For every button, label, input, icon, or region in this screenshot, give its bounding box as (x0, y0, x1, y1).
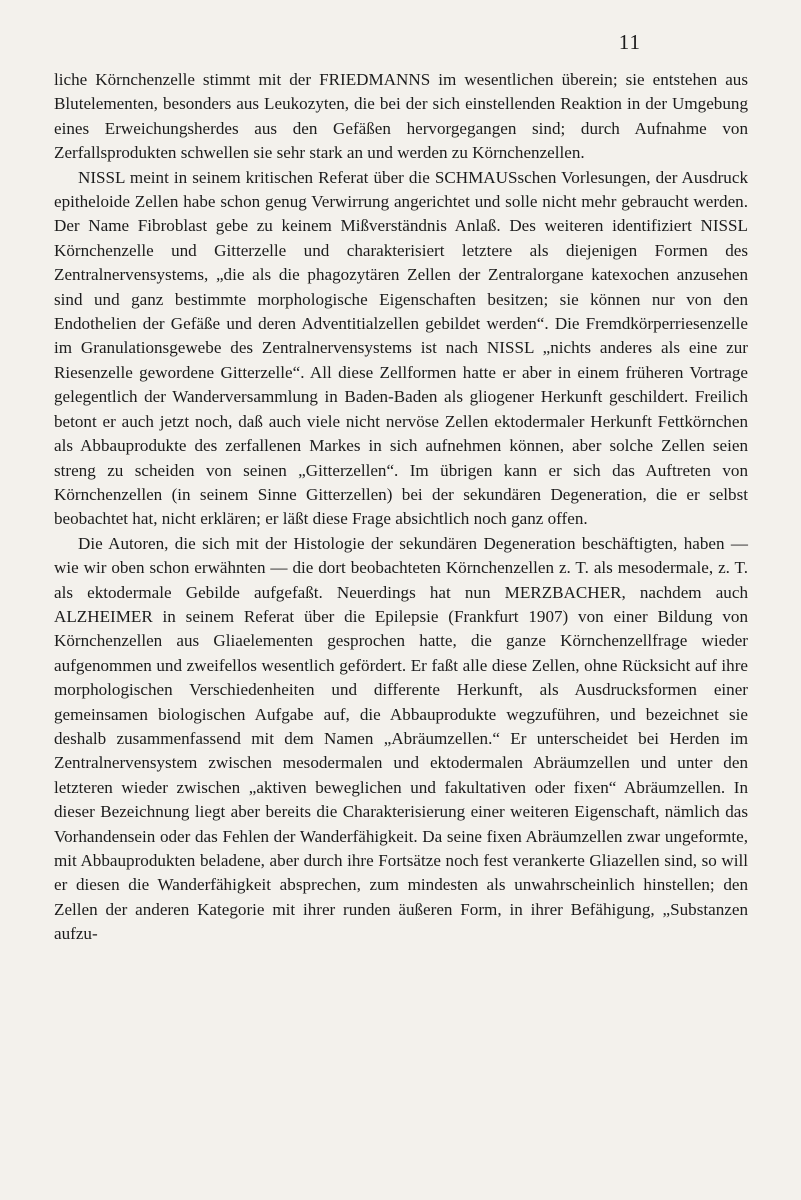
paragraph-2: NISSL meint in seinem kritischen Referat über die SCHMAUSschen Vorlesungen, der Ausdruck epitheloide Zellen habe schon genug Verwirrung angerichtet und solle nicht mehr gebraucht werden. Der Name Fibroblast gebe zu keinem Mißverständnis Anlaß. Des weiteren identifiziert NISSL Körnchenzelle und Gitterzelle und charakterisiert letztere als diejenigen Formen des Zentralnervensystems, „die als die phagozytären Zellen der Zentralorgane katexochen anzusehen sind und ganz bestimmte morphologische Eigenschaften besitzen; sie können nur von den Endothelien der Gefäße und deren Adventitialzellen gebildet werden“. Die Fremdkörperriesenzelle im Granulationsgewebe des Zentralnervensystems ist nach NISSL „nichts anderes als eine zur Riesenzelle gewordene Gitterzelle“. All diese Zellformen hatte er aber in einem früheren Vortrage gelegentlich der Wanderversammlung in Baden-Baden als gliogener Herkunft geschildert. Freilich betont er auch jetzt noch, daß auch viele nicht nervöse Zellen ektodermaler Herkunft Fettkörnchen als Abbauprodukte des zerfallenen Markes in sich aufnehmen können, aber solche Zellen seien streng zu scheiden von seinen „Gitterzellen“. Im übrigen kann er sich das Auftreten von Körnchenzellen (in seinem Sinne Gitterzellen) bei der sekundären Degeneration, die er selbst beobachtet hat, nicht erklären; er läßt diese Frage absichtlich noch ganz offen. (54, 167, 748, 529)
page-number: 11 (618, 30, 641, 54)
paragraph-1: liche Körnchenzelle stimmt mit der FRIEDMANNS im wesentlichen überein; sie entstehen aus Blutelementen, besonders aus Leukozyten, die bei der sich einstellenden Reaktion in der Umgebung eines Erweichungsherdes aus den Gefäßen hervorgegangen sind; durch Aufnahme von Zerfallsprodukten schwellen sie sehr stark an und werden zu Körnchenzellen. (54, 70, 748, 163)
body-text (54, 68, 748, 947)
paragraph-3: Die Autoren, die sich mit der Histologie der sekundären Degeneration beschäftigten, haben — wie wir oben schon erwähnten — die dort beobachteten Körnchenzellen z. T. als mesodermale, z. T. als ektodermale Gebilde aufgefaßt. Neuerdings hat nun MERZBACHER, nachdem auch ALZHEIMER in seinem Referat über die Epilepsie (Frankfurt 1907) von einer Bildung von Körnchenzellen aus Gliaelementen gesprochen hatte, die ganze Körnchenzellfrage wieder aufgenommen und zweifellos wesentlich gefördert. Er faßt alle diese Zellen, ohne Rücksicht auf ihre morphologischen Verschiedenheiten und differente Herkunft, als Ausdrucksformen einer gemeinsamen biologischen Aufgabe auf, die Abbauprodukte wegzuführen, und bezeichnet sie deshalb zusammenfassend mit dem Namen „Abräumzellen.“ Er unterscheidet bei Herden im Zentralnervensystem zwischen mesodermalen und ektodermalen Abräumzellen und unter den letzteren wieder zwischen „aktiven beweglichen und fakultativen oder fixen“ Abräumzellen. In dieser Bezeichnung liegt aber bereits die Charakterisierung einer weiteren Eigenschaft, nämlich das Vorhandensein oder das Fehlen der Wanderfähigkeit. Da seine fixen Abräumzellen zwar ungeformte, mit Abbauprodukten beladene, aber durch ihre Fortsätze noch fest verankerte Gliazellen sind, so will er diesen die Wanderfähigkeit absprechen, zum mindesten als unwahrscheinlich hinstellen; den Zellen der anderen Kategorie mit ihrer runden äußeren Form, in ihrer Befähigung, „Substanzen aufzu- (54, 533, 748, 944)
